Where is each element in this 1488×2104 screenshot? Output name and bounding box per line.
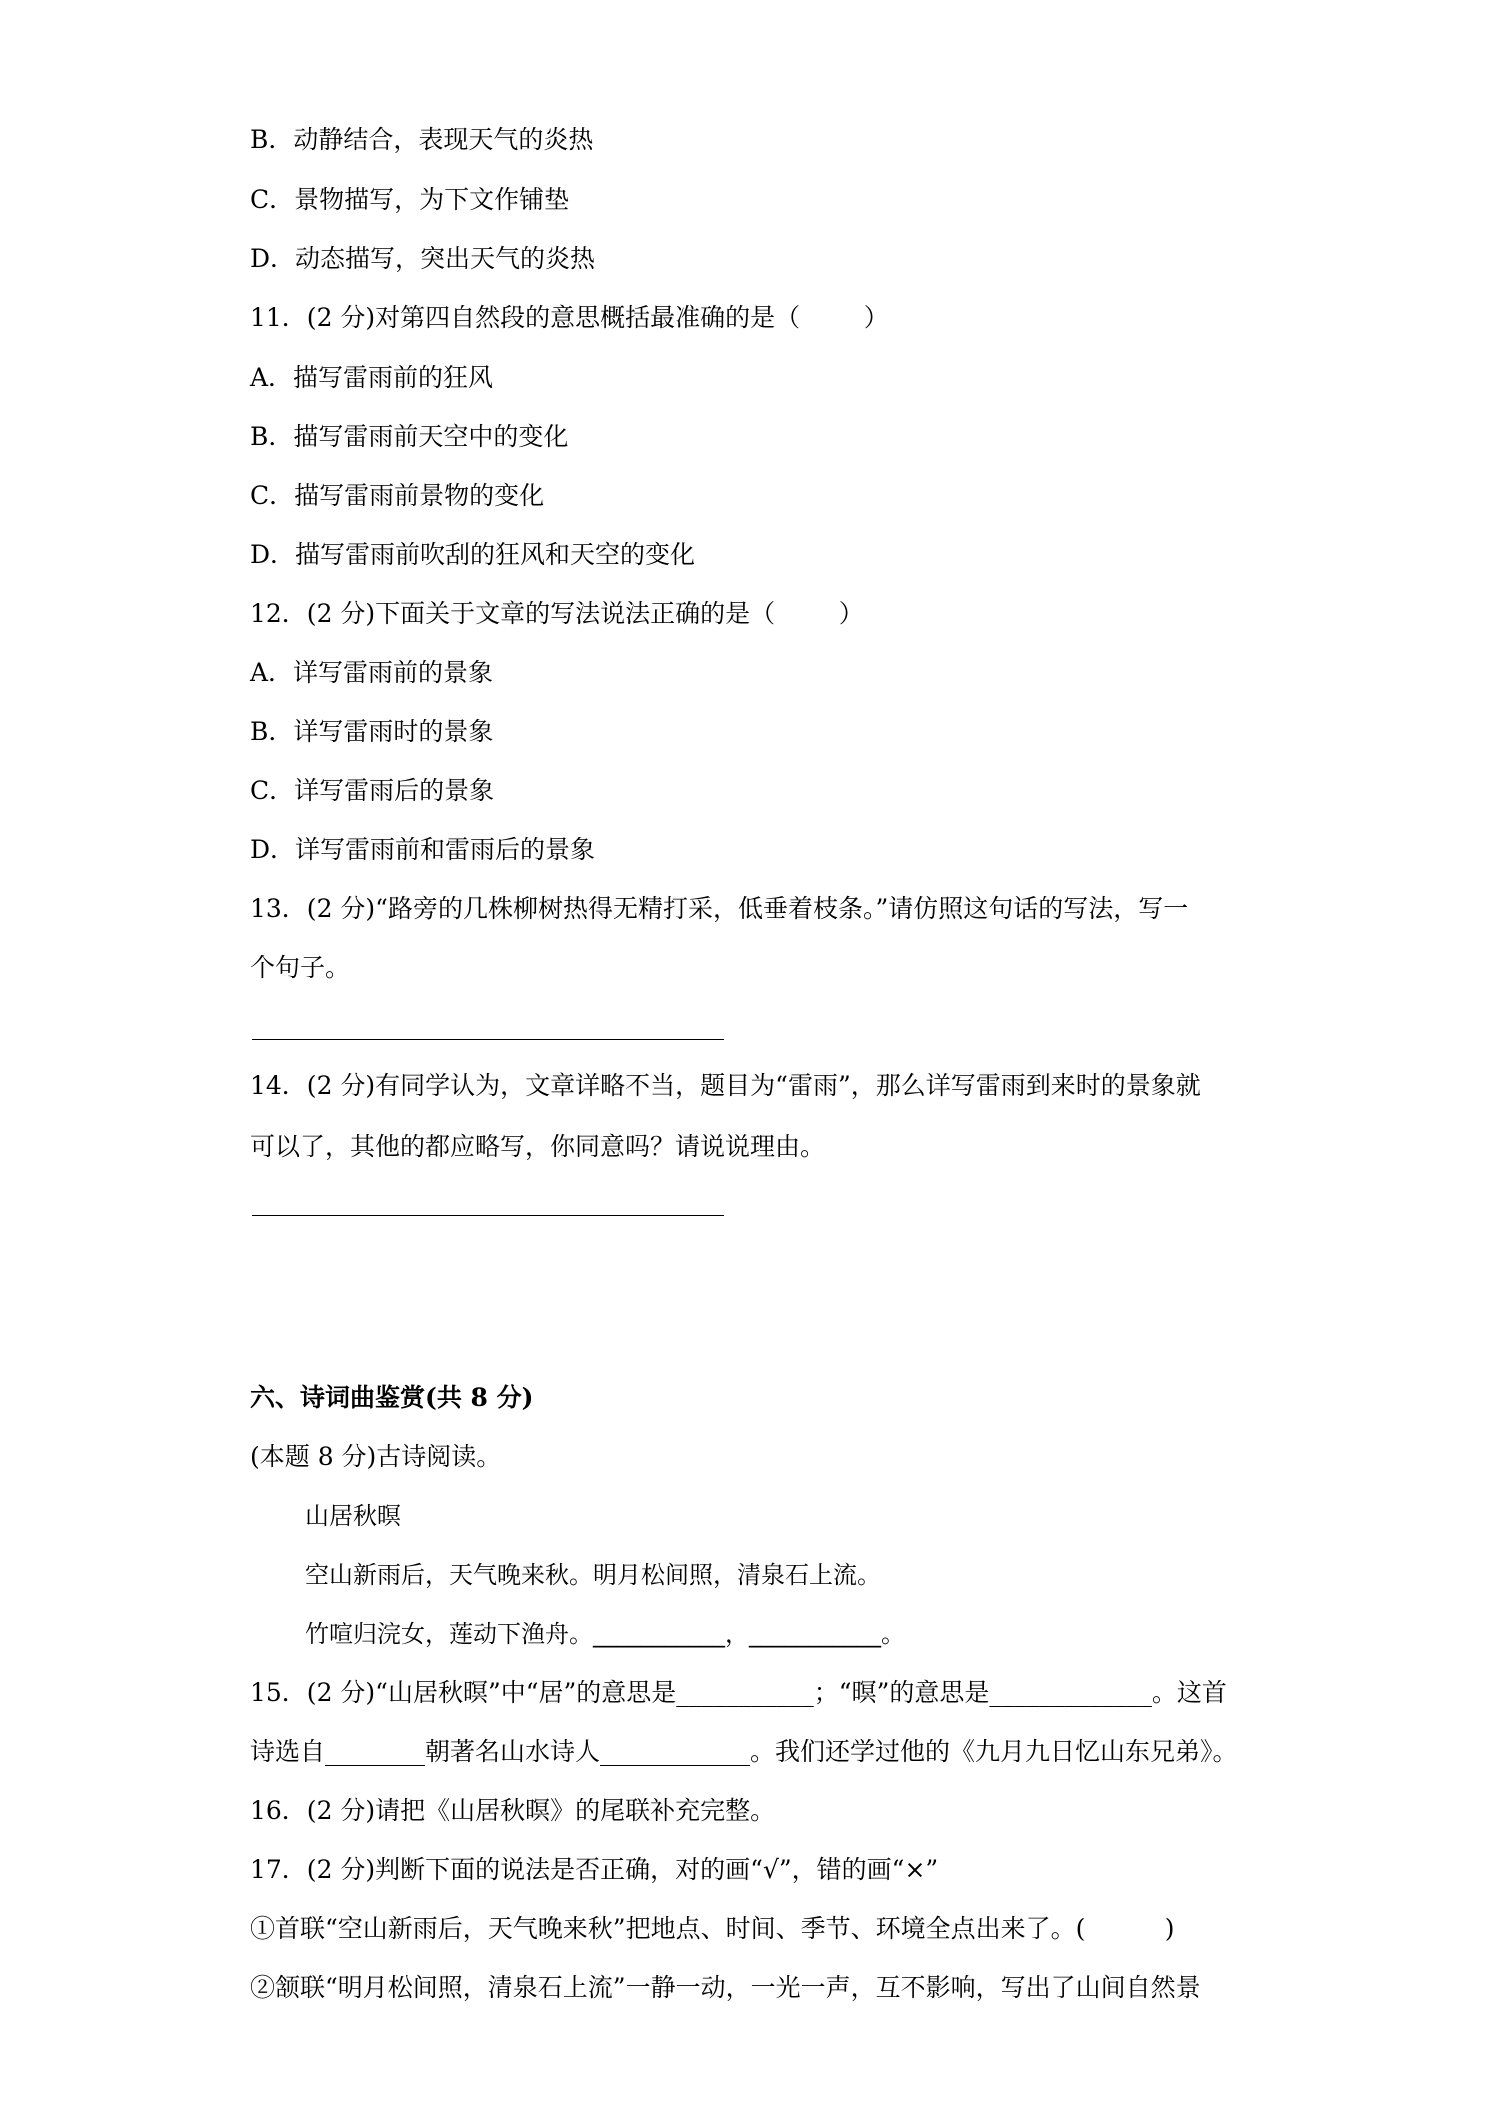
q10-option-d: D．动态描写，突出天气的炎热: [250, 244, 596, 273]
q13-stem-line2: 个句子。: [250, 953, 351, 982]
q11-option-a: A．描写雷雨前的狂风: [250, 363, 494, 392]
q12-option-c: C．详写雷雨后的景象: [250, 776, 495, 805]
q14-stem-line2: 可以了，其他的都应略写，你同意吗？请说说理由。: [250, 1132, 826, 1161]
poem-line-2: 竹喧归浣女，莲动下渔舟。___________，___________。: [305, 1620, 905, 1648]
q13-answer-line[interactable]: [252, 1039, 724, 1040]
q17-stem: 17．(2 分)判断下面的说法是否正确，对的画“√”，错的画“×”: [250, 1855, 939, 1884]
q11-option-b: B．描写雷雨前天空中的变化: [250, 422, 569, 451]
poem-line-1: 空山新雨后，天气晚来秋。明月松间照，清泉石上流。: [305, 1561, 881, 1589]
q10-option-c: C．景物描写，为下文作铺垫: [250, 185, 570, 214]
q14-answer-line[interactable]: [252, 1215, 724, 1216]
q12-option-b: B．详写雷雨时的景象: [250, 717, 494, 746]
q15-stem-line2: 诗选自________朝著名山水诗人____________。我们还学过他的《九月九日忆山东兄弟》。: [250, 1737, 1238, 1766]
q12-option-d: D．详写雷雨前和雷雨后的景象: [250, 835, 596, 864]
poem-title: 山居秋暝: [305, 1502, 401, 1530]
section-heading: 六、诗词曲鉴赏(共 8 分): [250, 1383, 534, 1412]
q17-item-2: ②颔联“明月松间照，清泉石上流”一静一动，一光一声，互不影响，写出了山间自然景: [250, 1973, 1201, 2002]
q14-stem-line1: 14．(2 分)有同学认为，文章详略不当，题目为“雷雨”，那么详写雷雨到来时的景象就: [250, 1071, 1201, 1100]
q11-stem: 11．(2 分)对第四自然段的意思概括最准确的是（ ）: [250, 303, 889, 332]
q11-option-c: C．描写雷雨前景物的变化: [250, 481, 545, 510]
q15-stem-line1: 15．(2 分)“山居秋暝”中“居”的意思是___________；“暝”的意思是_____________。这首: [250, 1678, 1227, 1707]
q12-option-a: A．详写雷雨前的景象: [250, 658, 494, 687]
q16-stem: 16．(2 分)请把《山居秋暝》的尾联补充完整。: [250, 1796, 776, 1825]
q13-stem-line1: 13．(2 分)“路旁的几株柳树热得无精打采，低垂着枝条。”请仿照这句话的写法，写一: [250, 894, 1189, 923]
q12-stem: 12．(2 分)下面关于文章的写法说法正确的是（ ）: [250, 599, 864, 628]
q11-option-d: D．描写雷雨前吹刮的狂风和天空的变化: [250, 540, 696, 569]
section-intro: (本题 8 分)古诗阅读。: [250, 1442, 502, 1471]
q10-option-b: B．动静结合，表现天气的炎热: [250, 125, 594, 154]
q17-item-1: ①首联“空山新雨后，天气晚来秋”把地点、时间、季节、环境全点出来了。( ): [250, 1914, 1175, 1943]
